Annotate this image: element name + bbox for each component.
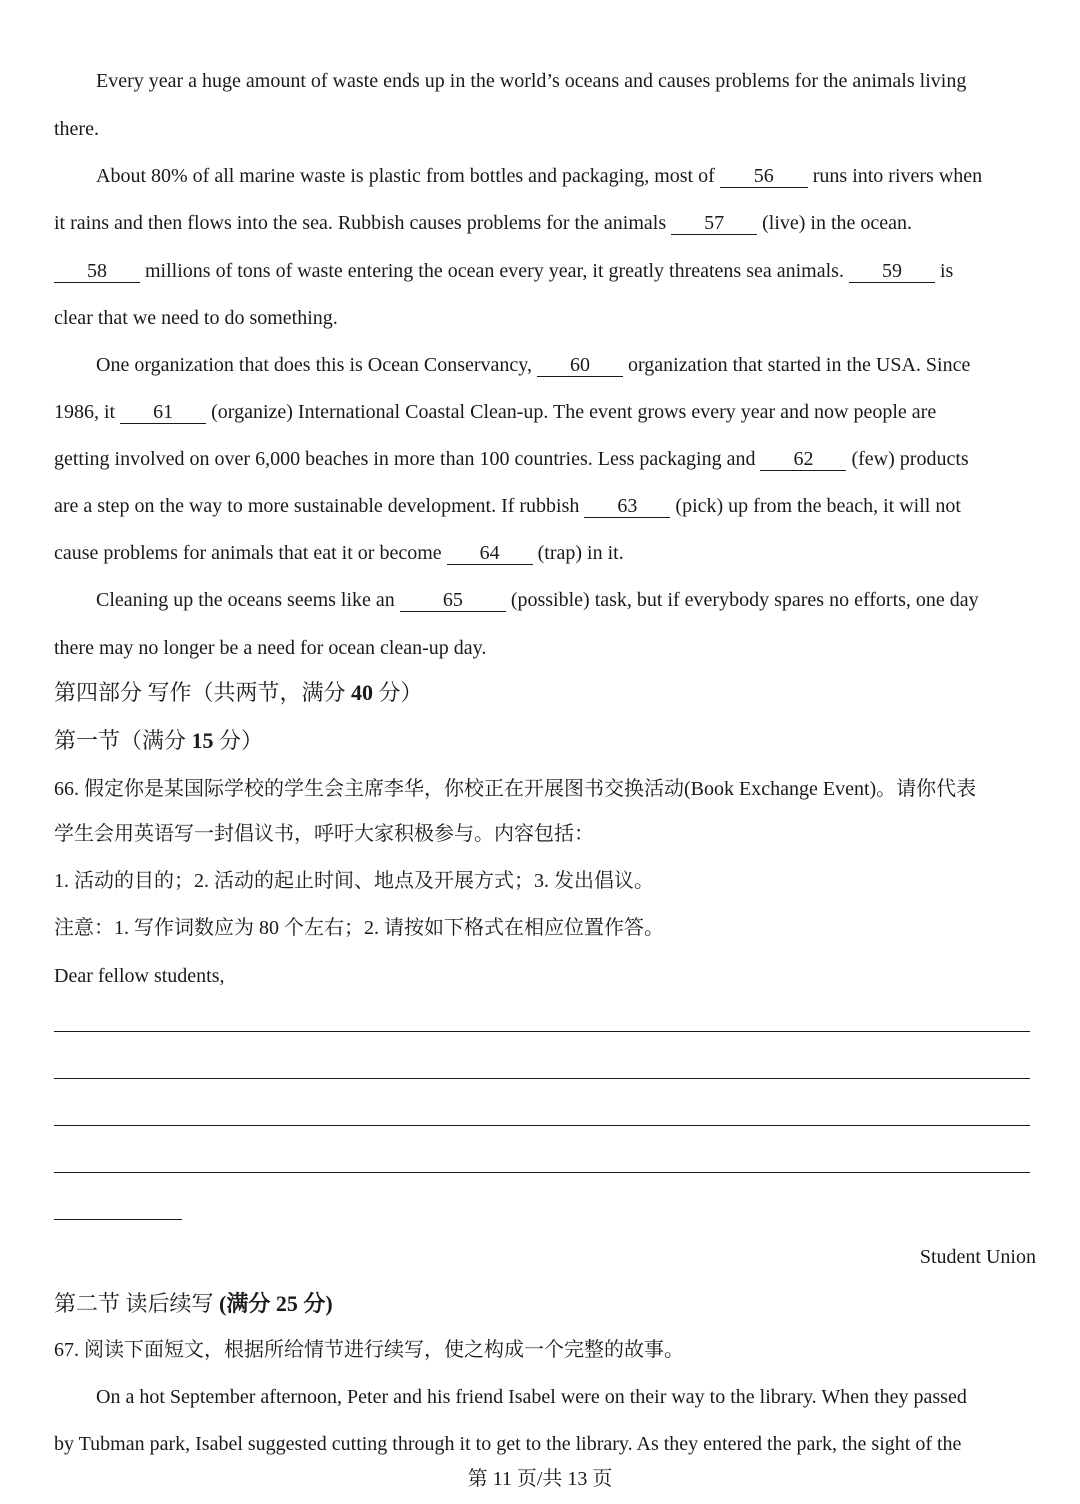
blank-58[interactable]: 58: [54, 260, 140, 283]
text: organization that started in the USA. Since: [623, 354, 971, 376]
blank-64[interactable]: 64: [447, 542, 533, 565]
question-66-line-1: [54, 776, 1036, 802]
text: (满分: [219, 1291, 276, 1316]
text: 注意：1. 写作词数应为 80 个左右；2. 请按如下格式在相应位置作答。: [54, 917, 664, 939]
text: (few) products: [846, 448, 969, 470]
blank-62[interactable]: 62: [760, 448, 846, 471]
passage-paragraph-2-line-1: [96, 163, 1036, 189]
question-67-line-1: [54, 1337, 1036, 1363]
text: are a step on the way to more sustainable development. If rubbish: [54, 495, 585, 517]
section2-heading: [54, 1291, 1036, 1317]
text: 66. 假定你是某国际学校的学生会主席李华，你校正在开展图书交换活动(Book Exchange Event)。请你代表: [54, 778, 977, 800]
letter-salutation: [54, 963, 1036, 989]
question-66-line-4: [54, 915, 1036, 941]
text: millions of tons of waste entering the ocean every year, it greatly threatens sea animals.: [140, 260, 849, 282]
story-line-2: [54, 1431, 1036, 1457]
text: 分）: [213, 728, 264, 753]
text: Dear fellow students,: [54, 965, 225, 987]
text: 67. 阅读下面短文，根据所给情节进行续写，使之构成一个完整的故事。: [54, 1339, 684, 1361]
text: About 80% of all marine waste is plastic from bottles and packaging, most of: [96, 165, 720, 187]
score: 15: [191, 728, 214, 753]
blank-61[interactable]: 61: [120, 401, 206, 424]
text: 1986, it: [54, 401, 121, 423]
story-line-1: [96, 1384, 1036, 1410]
text: 分): [297, 1291, 333, 1316]
passage-paragraph-4-line-1: [96, 587, 1036, 613]
text: it rains and then flows into the sea. Rubbish causes problems for the animals: [54, 212, 672, 234]
text: there may no longer be a need for ocean clean-up day.: [54, 637, 487, 659]
passage-paragraph-3-line-2: [54, 399, 1036, 425]
text: 1. 活动的目的；2. 活动的起止时间、地点及开展方式；3. 发出倡议。: [54, 870, 654, 892]
text: there.: [54, 118, 99, 140]
passage-paragraph-2-line-2: [54, 210, 1036, 236]
part4-heading: [54, 680, 1036, 706]
text: Cleaning up the oceans seems like an: [96, 589, 400, 611]
passage-paragraph-3-line-3: [54, 446, 1036, 472]
text: (possible) task, but if everybody spares no efforts, one day: [505, 589, 979, 611]
answer-line-2[interactable]: [54, 1078, 1030, 1079]
text: (live) in the ocean.: [757, 212, 913, 234]
passage-paragraph-1-line-2: [54, 116, 1036, 142]
text: is: [934, 260, 954, 282]
text: 第一节（满分: [54, 728, 192, 753]
text: getting involved on over 6,000 beaches in more than 100 countries. Less packaging and: [54, 448, 761, 470]
passage-paragraph-2-line-3: [54, 258, 1036, 284]
text: On a hot September afternoon, Peter and his friend Isabel were on their way to the library. When they passed: [96, 1386, 967, 1408]
text: runs into rivers when: [807, 165, 983, 187]
section1-heading: [54, 728, 1036, 754]
text: 分）: [373, 680, 423, 705]
blank-60[interactable]: 60: [537, 354, 623, 377]
blank-57[interactable]: 57: [671, 212, 757, 235]
blank-65[interactable]: 65: [400, 589, 506, 612]
text: (pick) up from the beach, it will not: [670, 495, 961, 517]
score: 40: [351, 680, 374, 705]
letter-signature: Student Union: [919, 1246, 1036, 1268]
text: Every year a huge amount of waste ends up in the world’s oceans and causes problems for the animals living: [96, 70, 967, 92]
passage-paragraph-3-line-1: [96, 352, 1036, 378]
answer-line-4[interactable]: [54, 1172, 1030, 1173]
text: 学生会用英语写一封倡议书，呼吁大家积极参与。内容包括：: [54, 823, 594, 845]
text: cause problems for animals that eat it or become: [54, 542, 447, 564]
text: 第二节 读后续写: [54, 1291, 220, 1316]
text: One organization that does this is Ocean Conservancy,: [96, 354, 537, 376]
answer-line-3[interactable]: [54, 1125, 1030, 1126]
passage-paragraph-2-line-4: [54, 305, 1036, 331]
blank-63[interactable]: 63: [584, 495, 670, 518]
text: by Tubman park, Isabel suggested cutting through it to get to the library. As they entered the park, the sight of the: [54, 1433, 962, 1455]
blank-59[interactable]: 59: [849, 260, 935, 283]
text: 第四部分 写作（共两节，满分: [54, 680, 352, 705]
question-66-line-2: [54, 821, 1036, 847]
text: clear that we need to do something.: [54, 307, 338, 329]
question-66-line-3: [54, 868, 1036, 894]
text: (organize) International Coastal Clean-up. The event grows every year and now people are: [206, 401, 937, 423]
answer-line-1[interactable]: [54, 1031, 1030, 1032]
passage-paragraph-4-line-2: [54, 635, 1036, 661]
passage-paragraph-3-line-5: [54, 540, 1036, 566]
score: 25: [275, 1291, 298, 1316]
answer-line-5[interactable]: [54, 1219, 182, 1220]
text: (trap) in it.: [532, 542, 624, 564]
passage-paragraph-3-line-4: [54, 493, 1036, 519]
blank-56[interactable]: 56: [720, 165, 808, 188]
passage-paragraph-1-line-1: [96, 68, 1036, 94]
page-number: 第 11 页/共 13 页: [467, 1468, 613, 1490]
